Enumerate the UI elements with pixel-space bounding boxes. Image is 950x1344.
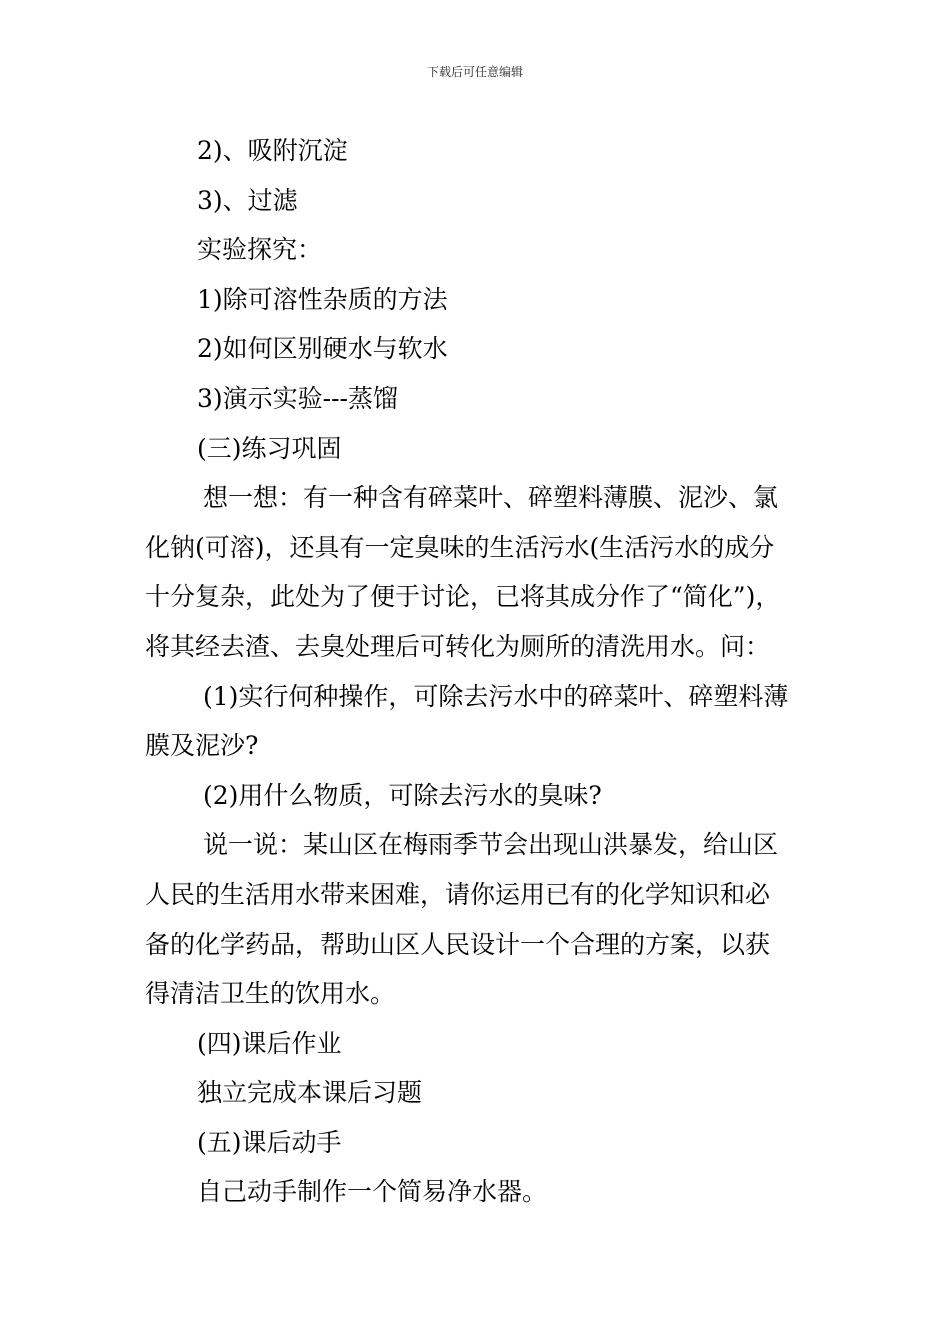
paragraph-line: 膜及泥沙?: [145, 731, 259, 761]
section-label: 实验探究：: [197, 235, 323, 265]
section-heading: (五)课后动手: [197, 1127, 342, 1157]
paragraph-line: 化钠(可溶)，还具有一定臭味的生活污水(生活污水的成分: [145, 532, 775, 562]
paragraph-line: 想一想：有一种含有碎菜叶、碎塑料薄膜、泥沙、氯: [203, 483, 779, 513]
paragraph-line: 十分复杂，此处为了便于讨论，已将其成分作了“简化”)，: [145, 582, 781, 612]
paragraph-line: 备的化学药品，帮助山区人民设计一个合理的方案，以获: [145, 929, 771, 959]
page-header: 下载后可任意编辑: [426, 65, 523, 79]
paragraph-line: 说一说：某山区在梅雨季节会出现山洪暴发，给山区: [203, 830, 779, 860]
think-paragraph: [145, 473, 810, 671]
list-item: 3)、过滤: [197, 185, 298, 215]
section-heading: (三)练习巩固: [197, 433, 342, 463]
paragraph-line: (1)实行何种操作，可除去污水中的碎菜叶、碎塑料薄: [203, 681, 789, 711]
question-1: [145, 672, 810, 771]
list-item: 1)除可溶性杂质的方法: [197, 284, 448, 314]
list-item: 2)、吸附沉淀: [197, 136, 348, 165]
paragraph-line: 将其经去渣、去臭处理后可转化为厕所的清洗用水。问：: [145, 631, 771, 661]
question-2: (2)用什么物质，可除去污水的臭味?: [203, 780, 602, 810]
document-body: [145, 126, 810, 1217]
say-paragraph: [145, 820, 810, 1018]
paragraph-line: 得清洁卫生的饮用水。: [145, 979, 396, 1009]
list-item: 3)演示实验---蒸馏: [197, 383, 399, 413]
paragraph-line: 人民的生活用水带来困难，请你运用已有的化学知识和必: [145, 879, 771, 909]
list-item: 自己动手制作一个简易净水器。: [197, 1177, 548, 1207]
list-item: 2)如何区别硬水与软水: [197, 334, 448, 364]
section-heading: (四)课后作业: [197, 1028, 342, 1058]
list-item: 独立完成本课后习题: [197, 1078, 423, 1108]
